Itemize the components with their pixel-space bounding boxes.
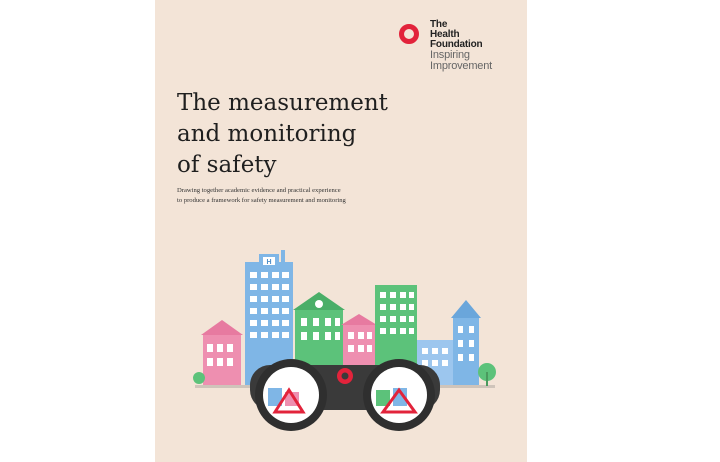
logo-text [430,20,492,72]
report-title [177,88,507,181]
subtitle-line-1: Drawing together academic evidence and practical experience [177,187,341,194]
report-cover [155,0,527,462]
report-subtitle [177,186,507,206]
binoculars-icon [250,359,440,431]
logo-line-foundation: Foundation [430,39,483,50]
logo-line-health: Health [430,29,460,40]
title-line-2: and monitoring [177,121,357,147]
logo-tagline-improvement: Improvement [430,60,492,72]
logo-tagline-inspiring: Inspiring [430,49,470,61]
subtitle-line-2: to produce a framework for safety measurement and monitoring [177,197,346,204]
title-line-1: The measurement [177,90,388,116]
title-line-3: of safety [177,152,277,178]
city-binoculars-illustration [155,240,527,462]
health-foundation-logo [399,20,519,80]
svg-text:H: H [266,259,272,266]
logo-line-the: The [430,19,448,30]
pink-house [201,320,243,385]
health-foundation-logo-icon [399,24,419,44]
blue-tower-building [451,300,481,385]
